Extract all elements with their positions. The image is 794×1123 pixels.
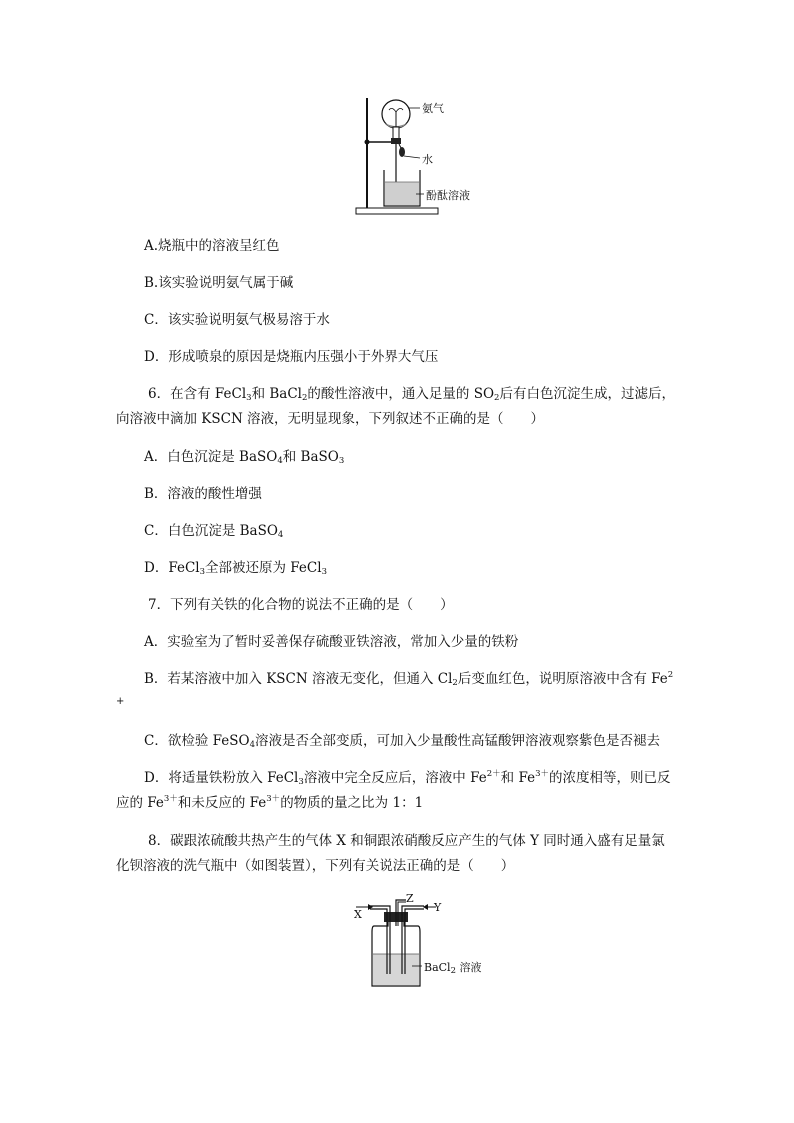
gas-washing-bottle-drawing [340, 892, 460, 992]
text-run: 的酸性溶液中，通入足量的 SO [307, 386, 495, 402]
subscript: 4 [277, 530, 284, 540]
q5-option-d: D．形成喷泉的原因是烧瓶内压强小于外界大气压 [144, 349, 439, 365]
subscript: 3 [338, 456, 345, 466]
label-z: Z [406, 892, 414, 905]
label-y: Y [434, 901, 442, 914]
subscript: 2 [494, 393, 500, 403]
text-run: 和未反应的 Fe [177, 795, 267, 811]
text-run: D．将适量铁粉放入 FeCl [144, 770, 299, 786]
q6-option-b: B．溶液的酸性增强 [144, 486, 262, 502]
superscript: 3＋ [163, 794, 178, 804]
subscript: 2 [302, 393, 308, 403]
superscript: 3＋ [535, 769, 549, 779]
text-run: 溶液中完全反应后，溶液中 Fe [303, 770, 487, 786]
subscript: 2 [452, 678, 458, 688]
label-x: X [354, 908, 362, 921]
label-water: 水 [422, 153, 433, 166]
q6-option-c [144, 521, 283, 541]
subscript: 3 [246, 393, 252, 403]
label-bacl2-solution [424, 959, 482, 975]
label-phenolphthalein-solution: 酚酞溶液 [426, 189, 470, 202]
text-run: D．FeCl [144, 560, 200, 576]
q6-stem-line-2: 向溶液中滴加 KSCN 溶液，无明显现象，下列叙述不正确的是（ ） [116, 411, 545, 427]
text-run: 的浓度相等，则已反 [549, 770, 671, 786]
q7-option-a: A．实验室为了暂时妥善保存硫酸亚铁溶液，常加入少量的铁粉 [144, 634, 519, 650]
subscript: 4 [277, 456, 283, 466]
q7-stem: 7．下列有关铁的化合物的说法不正确的是（ ） [148, 597, 454, 613]
text-run: 溶液 [456, 961, 482, 974]
q7-option-b-line-2: + [116, 696, 125, 707]
superscript: 3＋ [266, 794, 281, 804]
superscript: 2 [667, 670, 674, 680]
subscript: 2 [450, 966, 456, 976]
q8-stem-line-1: 8．碳跟浓硫酸共热产生的气体 X 和铜跟浓硝酸反应产生的气体 Y 同时通入盛有足量氯 [148, 833, 665, 849]
text-run: BaCl [424, 961, 451, 974]
text-run: 和 BaCl [251, 386, 302, 402]
q5-option-a: A.烧瓶中的溶液呈红色 [144, 238, 280, 254]
text-run: 和 BaSO [282, 449, 339, 465]
label-ammonia: 氨气 [422, 102, 444, 115]
q5-option-c: C．该实验说明氨气极易溶于水 [144, 312, 330, 328]
subscript: 3 [321, 567, 327, 577]
q6-option-d [144, 558, 327, 578]
q7-option-b-line-1 [144, 669, 673, 689]
text-run: C．欲检验 FeSO [144, 733, 250, 749]
gas-washing-bottle-figure [340, 892, 482, 992]
text-run: A．白色沉淀是 BaSO [144, 449, 278, 465]
q6-stem-line-1 [148, 384, 675, 404]
q6-option-a [144, 447, 344, 467]
text-run: 和 Fe [500, 770, 536, 786]
q5-option-b: B.该实验说明氨气属于碱 [144, 275, 294, 291]
subscript: 4 [249, 740, 255, 750]
text-run: 溶液是否全部变质，可加入少量酸性高锰酸钾溶液观察紫色是否褪去 [254, 733, 660, 749]
subscript: 3 [298, 777, 304, 787]
text-run: 后有白色沉淀生成，过滤后， [499, 386, 675, 402]
q8-stem-line-2: 化钡溶液的洗气瓶中（如图装置），下列有关说法正确的是（ ） [116, 858, 515, 874]
q7-option-d-line-1 [144, 768, 671, 788]
fountain-apparatus-figure [354, 96, 474, 218]
text-run: 6．在含有 FeCl [148, 386, 247, 402]
text-run: C．白色沉淀是 BaSO [144, 523, 278, 539]
text-run: B．若某溶液中加入 KSCN 溶液无变化，但通入 Cl [144, 671, 453, 687]
text-run: 的物质的量之比为 1：1 [280, 795, 424, 811]
text-run: 后变血红色，说明原溶液中含有 Fe [457, 671, 668, 687]
text-run: 全部被还原为 FeCl [205, 560, 322, 576]
q7-option-c [144, 731, 660, 751]
text-run: 应的 Fe [116, 795, 164, 811]
q7-option-d-line-2 [116, 793, 423, 813]
superscript: 2＋ [486, 769, 501, 779]
subscript: 3 [199, 567, 206, 577]
